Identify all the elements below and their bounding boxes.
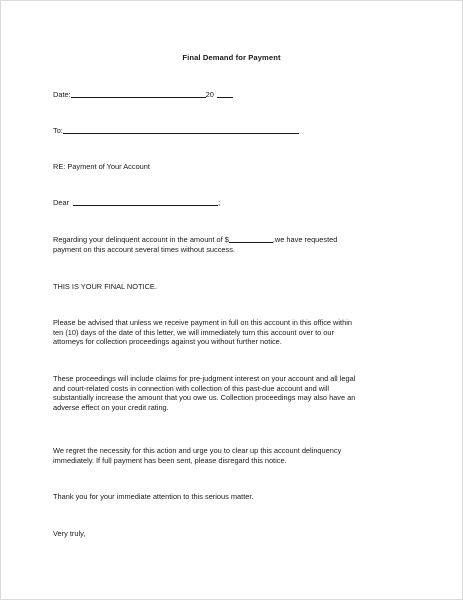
paragraph-amount <box>53 235 423 254</box>
final-notice: THIS IS YOUR FINAL NOTICE. <box>53 282 157 291</box>
salutation-line <box>53 198 220 208</box>
dear-suffix: ; <box>218 198 221 207</box>
paragraph-regret: We regret the necessity for this action and urge you to clear up this account delinquency immediately. If full payment has been sent, please disregard this notice. <box>53 446 342 465</box>
paragraph-thanks: Thank you for your immediate attention to this serious matter. <box>53 492 254 501</box>
to-label: To: <box>53 126 63 135</box>
amount-text-end: ,we have requested payment on this account several times without success. <box>53 235 338 254</box>
dear-label: Dear <box>53 198 70 207</box>
year-prefix: 20 <box>205 90 214 99</box>
re-line: RE: Payment of Your Account <box>53 162 150 171</box>
year-blank[interactable] <box>217 90 233 98</box>
paragraph-warning: Please be advised that unless we receive payment in full on this account in this office within ten (10) days of the date of this letter, we will immediately turn this account over to our attorneys for collection proceedings against you without further notice. <box>53 318 352 347</box>
date-label: Date: <box>53 90 71 99</box>
closing: Very truly, <box>53 529 86 538</box>
document-title: Final Demand for Payment <box>182 53 281 62</box>
recipient-blank[interactable] <box>63 126 299 134</box>
paragraph-proceedings: These proceedings will include claims for pre-judgment interest on your account and all legal and court-related costs in connection with collection of this past-due account and will substantially increase the amount that you owe us. Collection proceedings may also have an adverse effect on your credit rating. <box>53 374 356 412</box>
name-blank[interactable] <box>73 198 221 207</box>
date-blank[interactable] <box>71 90 206 98</box>
to-line <box>53 126 299 136</box>
amount-text-start: Regarding your delinquent account in the amount of $ <box>53 235 229 244</box>
amount-blank[interactable] <box>229 235 273 243</box>
date-line <box>53 90 233 100</box>
